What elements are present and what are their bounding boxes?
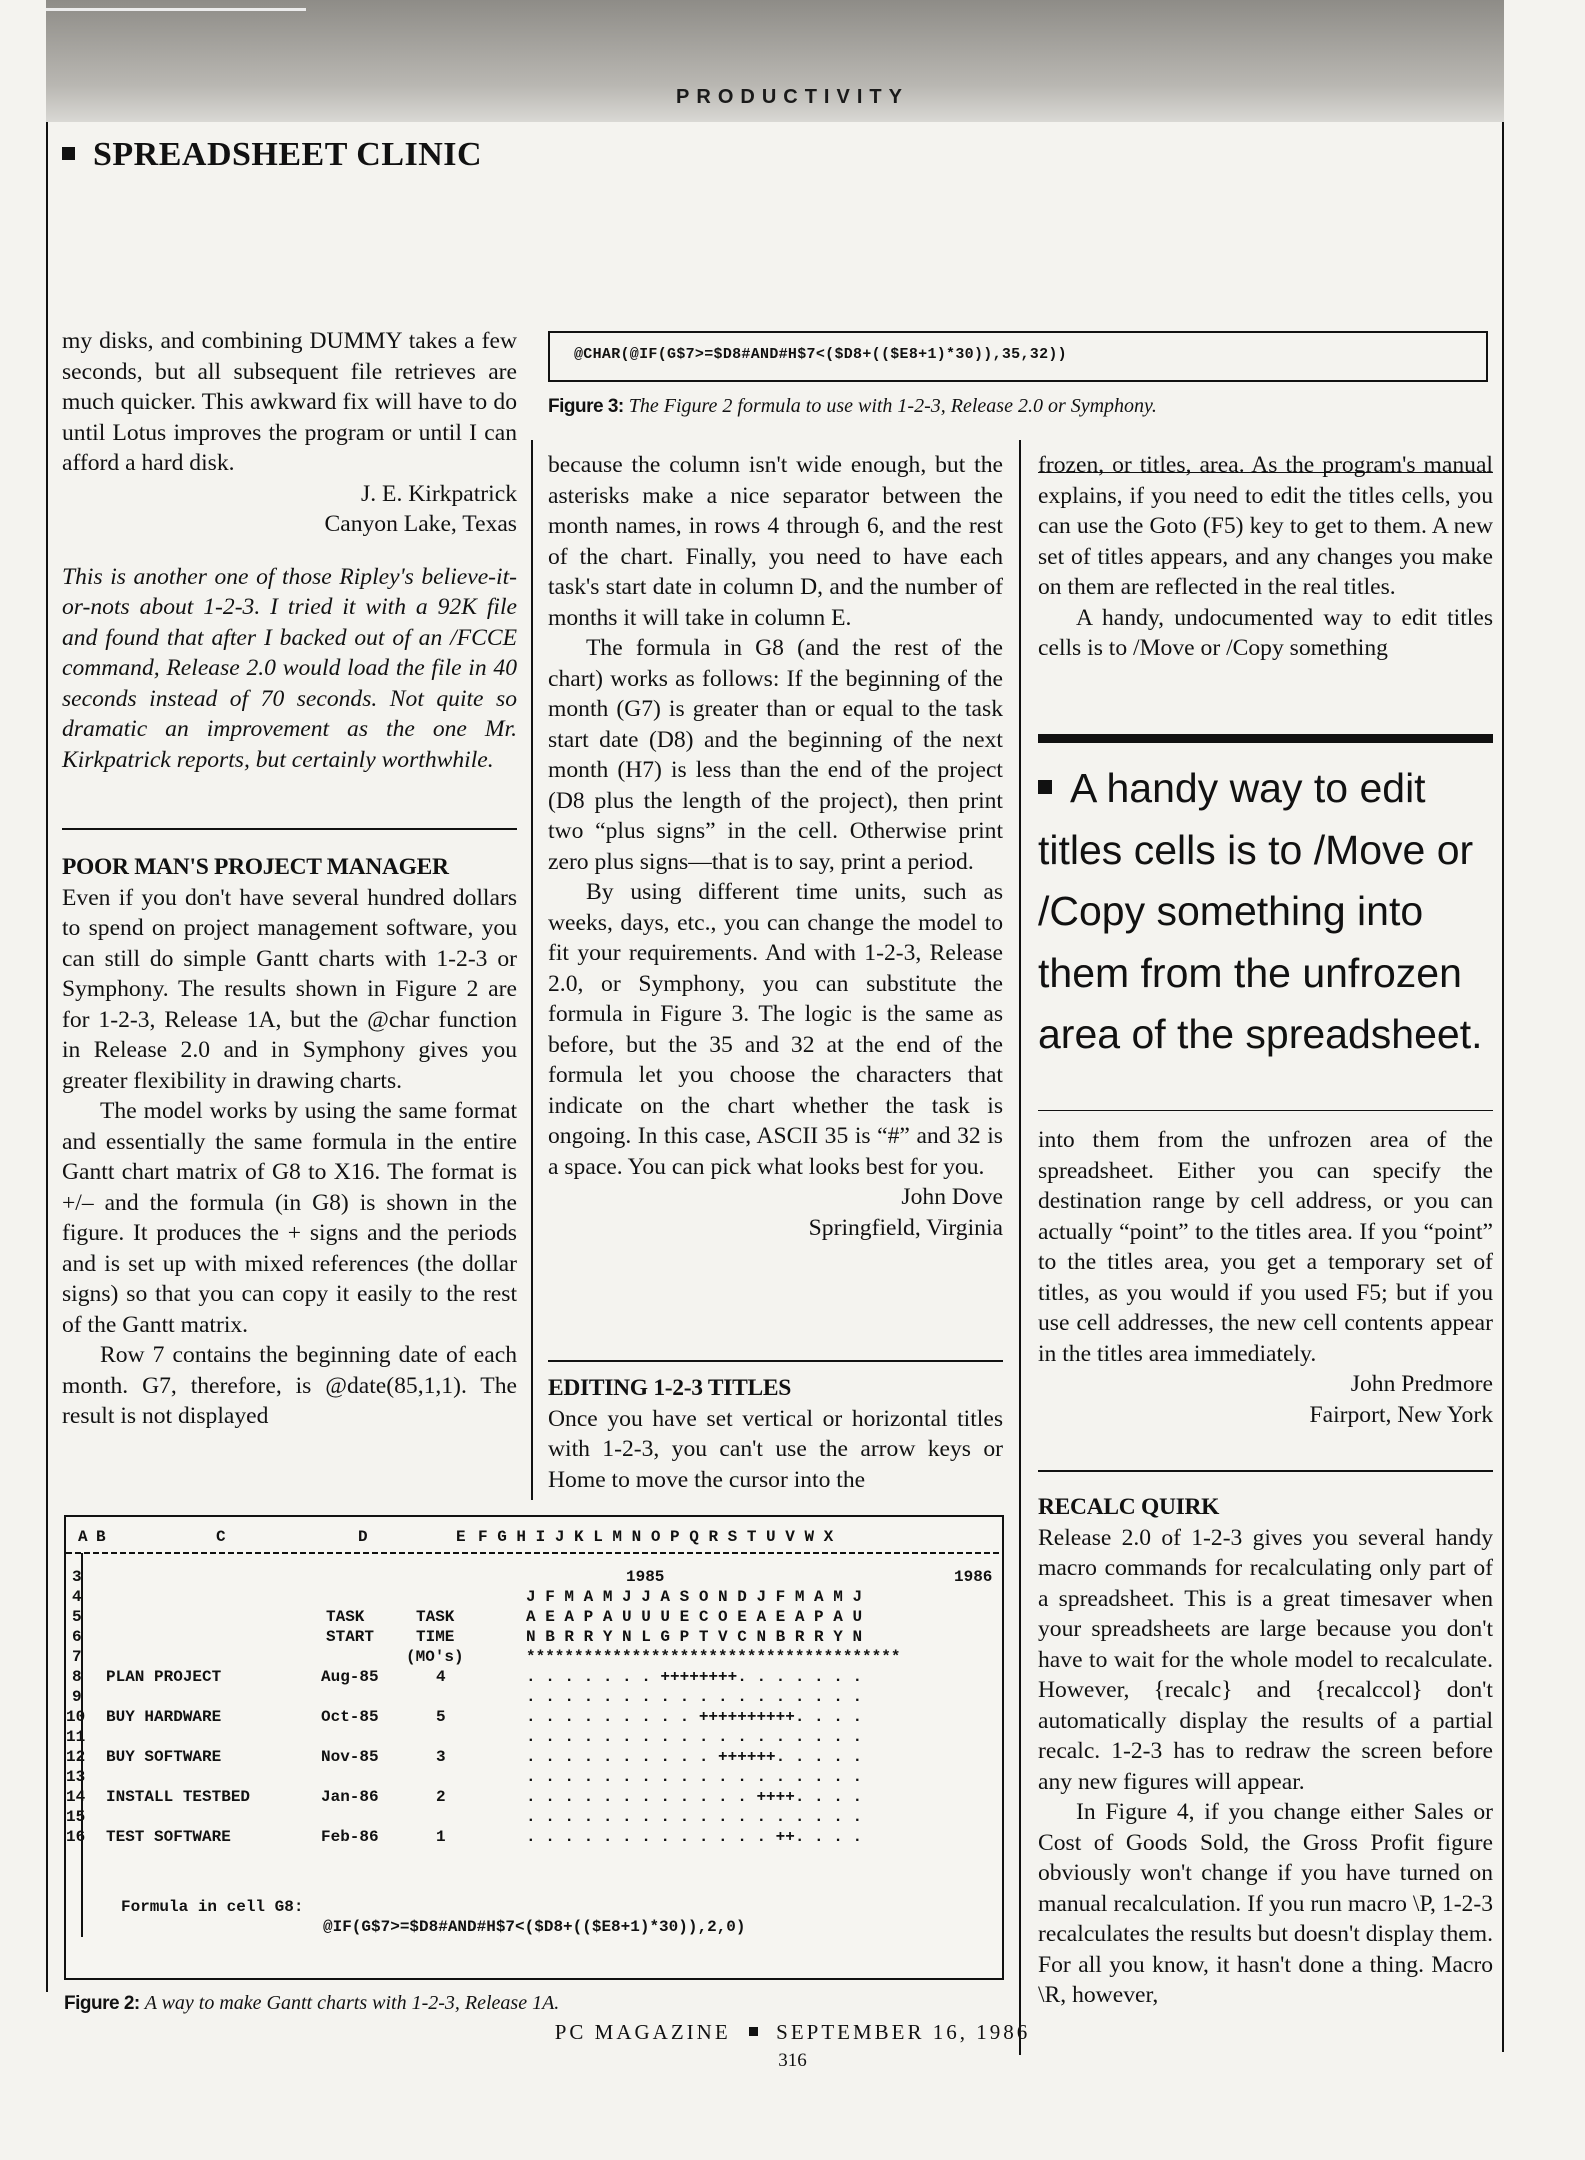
task-name: BUY HARDWARE [106,1708,222,1726]
asterisk-separator: *************************************** [526,1648,901,1666]
page-number: 316 [778,2050,807,2071]
col-header-c: C [216,1528,226,1546]
department-title-text: SPREADSHEET CLINIC [93,136,483,173]
section-heading: RECALC QUIRK [1038,1494,1220,1520]
figure-3-formula-box [548,331,1488,382]
paragraph: The model works by using the same format and essentially the same formula in the entire Gantt chart matrix of G8 to X16. The format is +/– and the formula (in G8) is shown in the figure. It produces the + signs and the periods and is set up with mixed references (the dollar signs) so that you can copy it easily to the rest of the Gantt matrix. [62,1098,517,1338]
row-number: 4 [72,1588,82,1606]
task-name: PLAN PROJECT [106,1668,222,1686]
task-months: 2 [436,1788,446,1806]
task-start: Nov-85 [321,1748,379,1766]
pullquote-top-bar [1038,734,1493,743]
signature-place: Springfield, Virginia [808,1214,1003,1241]
pull-quote [1038,758,1498,1066]
header-start: START [326,1628,375,1646]
right-margin-rule [1502,122,1504,2052]
paragraph: frozen, or titles, area. As the program's manual explains, if you need to edit the titles cells, you can use the Goto (F5) key to get to them. A new set of titles appears, and any changes you make on them are reflected in the real titles. [1038,452,1493,600]
page-footer [0,2020,1585,2045]
signature-place: Fairport, New York [1309,1401,1493,1428]
year-1985: 1985 [626,1568,665,1586]
gantt-bar: . . . . . . . ++++++++. . . . . . . [526,1668,863,1686]
figure-2-formula: @IF(G$7>=$D8#AND#H$7<($D8+(($E8+1)*30)),2,0) [323,1918,746,1936]
gantt-bar: . . . . . . . . . . . . ++++. . . . [526,1788,863,1806]
header-mos: (MO's) [406,1648,464,1666]
row-number: 15 [66,1808,86,1826]
month-row-2: A E A P A U U U E C O E A E A P A U [526,1608,863,1626]
col3-section-rule [1038,1470,1493,1472]
task-start: Oct-85 [321,1708,379,1726]
gantt-bar: . . . . . . . . . . . . . ++. . . . [526,1828,863,1846]
row-number: 12 [66,1748,86,1766]
task-months: 1 [436,1828,446,1846]
row-number: 14 [66,1788,86,1806]
header-time: TIME [416,1628,455,1646]
col-header-e: E [456,1528,466,1546]
column-2 [548,450,1003,1243]
magazine-name: PC MAGAZINE [554,2020,731,2044]
task-start: Feb-86 [321,1828,379,1846]
spacer [62,540,517,562]
pull-quote-text: A handy way to edit titles cells is to /Move or /Copy something into them from the unfrozen area of the spreadsheet. [1038,765,1483,1057]
header-topline [46,8,306,11]
header-task-1: TASK [326,1608,365,1626]
signature-name: John Predmore [1350,1371,1493,1397]
row-number: 8 [72,1668,82,1686]
paragraph: The formula in G8 (and the rest of the chart) works as follows: If the beginning of the month (G7) is greater than or equal to the task start date (D8) and the beginning of the next month (H7) is less than the end of the project (D8 plus the length of the project), then print two “plus signs” in the cell. Otherwise print zero plus signs—that is to say, print a period. [548,635,1003,875]
paragraph: Release 2.0 of 1-2-3 gives you several handy macro commands for recalculating only part of a spreadsheet. This is a great timesaver when your spreadsheets are large because you don't have to wait for the whole model to recalculate. However, {recalc} and {recalccol} don't automatically display the results of a partial recalc. 1-2-3 has to redraw the screen before any new figures will appear. [1038,1524,1493,1795]
pullquote-bottom-rule [1038,1110,1493,1111]
row-number: 7 [72,1648,82,1666]
gantt-empty-row: . . . . . . . . . . . . . . . . . . [526,1728,863,1746]
caption-label: Figure 3: [548,396,624,417]
row-number: 11 [66,1728,86,1746]
row-number: 13 [66,1768,86,1786]
gantt-empty-row: . . . . . . . . . . . . . . . . . . [526,1808,863,1826]
gantt-bar: . . . . . . . . . . ++++++. . . . . [526,1748,863,1766]
year-1986: 1986 [954,1568,993,1586]
column-1-article [62,852,517,1432]
task-name: INSTALL TESTBED [106,1788,251,1806]
section-heading: POOR MAN'S PROJECT MANAGER [62,854,449,880]
column-rule-2 [1019,440,1021,2055]
caption-label: Figure 2: [64,1993,140,2014]
task-name: BUY SOFTWARE [106,1748,222,1766]
figure-3-caption [548,395,1157,418]
paragraph: Once you have set vertical or horizontal titles with 1-2-3, you can't use the arrow keys or Home to move the cursor into the [548,1405,1003,1493]
row-number: 10 [66,1708,86,1726]
footer-square-icon [749,2027,758,2036]
caption-text: A way to make Gantt charts with 1-2-3, Release 1A. [144,1992,560,2014]
square-bullet-icon [1038,780,1052,794]
task-name: TEST SOFTWARE [106,1828,231,1846]
department-title [62,136,482,174]
row-number: 3 [72,1568,82,1586]
task-months: 4 [436,1668,446,1686]
figure-2-grid [66,1517,1002,1978]
month-row-3: N B R R Y N L G P T V C N B R R Y N [526,1628,863,1646]
signature-name: John Dove [901,1184,1003,1210]
paragraph: Row 7 contains the beginning date of each month. G7, therefore, is @date(85,1,1). The result is not displayed [62,1342,517,1429]
month-row-1: J F M A M J J A S O N D J F M A M J [526,1588,863,1606]
square-bullet-icon [62,147,75,160]
column-2-article [548,1373,1003,1495]
col2-section-rule [548,1360,1003,1362]
row-number: 16 [66,1828,86,1846]
col1-section-rule [62,828,517,830]
col-header-b: B [96,1528,106,1546]
figure-2-caption [64,1992,559,2015]
column-3-top [1038,450,1493,664]
row-number: 6 [72,1628,82,1646]
left-margin-rule [46,122,48,1992]
gantt-empty-row: . . . . . . . . . . . . . . . . . . [526,1688,863,1706]
col-header-d: D [358,1528,368,1546]
row-number: 5 [72,1608,82,1626]
header-task-2: TASK [416,1608,455,1626]
task-rows [106,1668,862,1846]
column-3-article [1038,1492,1493,2011]
task-start: Aug-85 [321,1668,379,1686]
col-header-f-x: F G H I J K L M N O P Q R S T U V W X [478,1528,834,1546]
row-number: 9 [72,1688,82,1706]
task-months: 3 [436,1748,446,1766]
paragraph: Even if you don't have several hundred dollars to spend on project management software, you can still do simple Gantt charts with 1-2-3 or Symphony. The results shown in Figure 2 are for 1-2-3, Release 1A, but the @char function in Release 2.0 and in Symphony gives you greater flexibility in drawing charts. [62,884,517,1094]
paragraph: In Figure 4, if you change either Sales or Cost of Goods Sold, the Gross Profit figure obviously won't change if you have turned on manual recalculation. If you run macro \P, 1-2-3 recalculates the results but doesn't display them. For all you know, it hasn't done a thing. Macro \R, however, [1038,1799,1493,2008]
section-heading: EDITING 1-2-3 TITLES [548,1375,791,1401]
signature-place: Canyon Lake, Texas [324,511,517,537]
gantt-bar: . . . . . . . . . ++++++++++. . . . [526,1708,863,1726]
editor-reply: This is another one of those Ripley's believe-it-or-nots about 1-2-3. I tried it with a 92K file and found that after I backed out of an /FCCE command, Release 2.0 would load the file in 40 seconds instead of 70 seconds. Not quite so dramatic an improvement as the one Mr. Kirkpatrick reports, but certainly worthwhile. [62,563,517,773]
signature-name: J. E. Kirkpatrick [361,480,517,507]
column-3-middle [1038,1125,1493,1430]
caption-text: The Figure 2 formula to use with 1-2-3, Release 2.0 or Symphony. [628,395,1157,417]
section-label: PRODUCTIVITY [676,86,909,108]
gantt-empty-row: . . . . . . . . . . . . . . . . . . [526,1768,863,1786]
figure-3-formula: @CHAR(@IF(G$7>=$D8#AND#H$7<($D8+(($E8+1)*30)),35,32)) [574,346,1067,363]
column-1-top [62,326,517,775]
paragraph: into them from the unfrozen area of the spreadsheet. Either you can specify the destination range by cell address, or you can actually “point” to the titles area. If you “point” to the titles area, you get a temporary set of titles, as you would if you used F5; but if you use cell addresses, the new cell contents appear in the titles area immediately. [1038,1127,1493,1367]
formula-label: Formula in cell G8: [121,1898,304,1916]
paragraph: By using different time units, such as weeks, days, etc., you can change the model to fit your requirements. And with 1-2-3, Release 2.0, or Symphony, you can substitute the formula in Figure 3. The logic is the same as before, but the 35 and 32 at the end of the formula let you choose the characters that indicate on the chart whether the task is ongoing. In this case, ASCII 35 is “#” and 32 is a space. You can pick what looks best for you. [548,879,1003,1180]
figure-2-spreadsheet [64,1515,1004,1980]
task-months: 5 [436,1708,446,1726]
col-header-a: A [78,1528,88,1546]
paragraph: A handy, undocumented way to edit titles cells is to /Move or /Copy something [1038,604,1493,661]
issue-date: SEPTEMBER 16, 1986 [776,2020,1031,2044]
column-rule-1 [531,440,533,1500]
paragraph: because the column isn't wide enough, but the asterisks make a nice separator between the month names, in rows 4 through 6, and the rest of the chart. Finally, you need to have each task's start date in column D, and the number of months it will take in column E. [548,452,1003,631]
task-start: Jan-86 [321,1788,379,1806]
letter-kirkpatrick-end: my disks, and combining DUMMY takes a few seconds, but all subsequent file retrieves are much quicker. This awkward fix will have to do until Lotus improves the program or until I can afford a hard disk. [62,328,517,476]
